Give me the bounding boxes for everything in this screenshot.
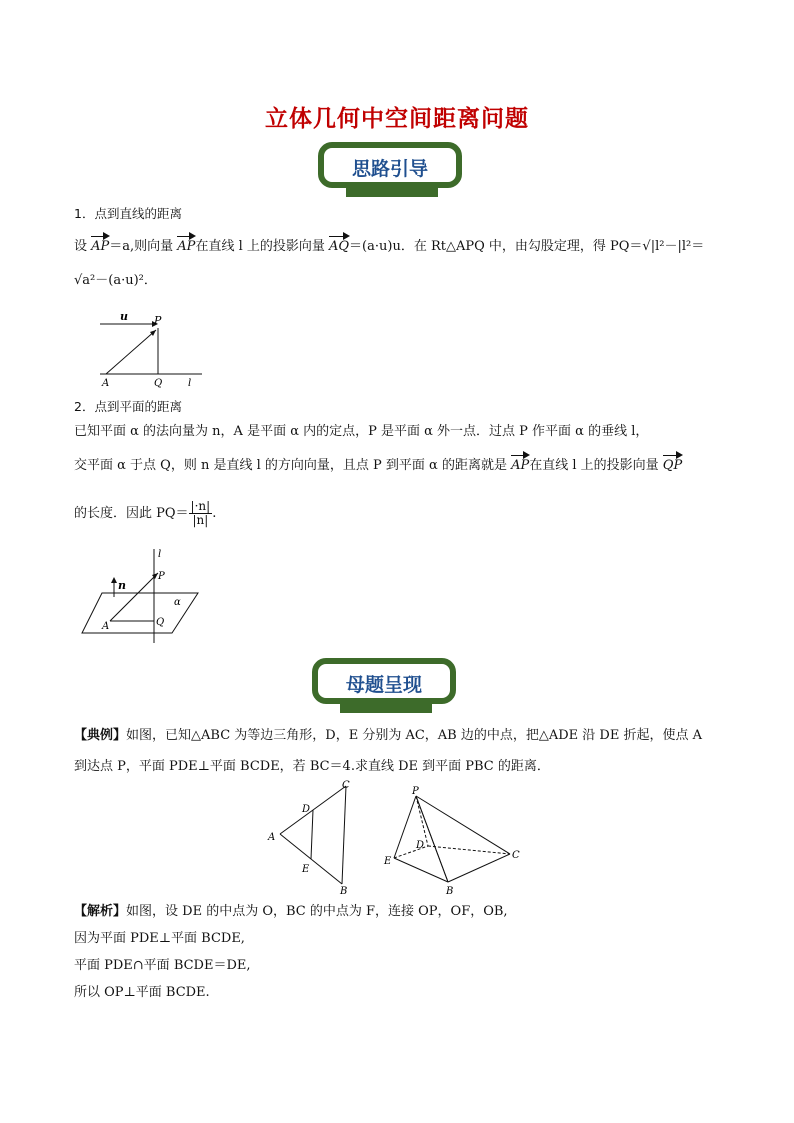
- section-1-formula: √a²－(a·u)²．: [74, 273, 157, 288]
- label-E: E: [302, 864, 310, 875]
- text-run: 交平面 α 于点 Q，则 n 是直线 l 的方向向量，且点 P 到平面 α 的距离就是: [74, 458, 512, 473]
- figure-point-plane: [80, 545, 200, 645]
- example-label: 【典例】: [74, 728, 127, 743]
- label-A: A: [102, 378, 110, 389]
- vector-AP: AP: [91, 237, 109, 257]
- figure-pyramid-pbcde: [380, 784, 530, 896]
- fraction-numerator: |·n|: [190, 499, 211, 513]
- label-Q: Q: [154, 378, 163, 389]
- text-run: .: [212, 506, 217, 521]
- badge-problem-label: 母题呈现: [345, 674, 422, 696]
- fraction-denominator: |n|: [192, 513, 209, 527]
- label-B: B: [340, 886, 348, 896]
- vector-AQ: AQ: [329, 237, 349, 257]
- label-P: P: [412, 786, 419, 797]
- label-C: C: [512, 850, 520, 861]
- text-run: ＝(a·u)u．在 Rt△APQ 中，由勾股定理，得 PQ＝√|l²－|l²＝: [349, 239, 705, 254]
- vector-AP: AP: [511, 456, 529, 476]
- text-run: 在直线 l 上的投影向量: [529, 458, 663, 473]
- label-A: A: [102, 621, 110, 632]
- section-badge-problem: [312, 658, 462, 718]
- solution-line-4: 所以 OP⊥平面 BCDE.: [74, 985, 210, 1000]
- section-2-heading: 2．点到平面的距离: [74, 399, 182, 414]
- vector-AP: AP: [177, 237, 195, 257]
- label-D: D: [302, 804, 311, 815]
- section-1-paragraph: [74, 237, 704, 257]
- vector-QP: QP: [663, 456, 682, 476]
- text-run: 如图，已知△ABC 为等边三角形，D，E 分别为 AC，AB 边的中点，把△ADE 沿 DE 折起，使点 A: [126, 728, 702, 743]
- label-alpha: α: [174, 597, 181, 608]
- page-title: 立体几何中空间距离问题: [265, 106, 529, 132]
- label-l: l: [158, 549, 162, 560]
- label-u: u: [120, 310, 128, 323]
- example-line-2: 到达点 P，平面 PDE⊥平面 BCDE，若 BC＝4.求直线 DE 到平面 PBC 的距离．: [74, 759, 550, 774]
- figure-triangle-abc: [262, 776, 362, 896]
- label-n: n: [118, 579, 126, 592]
- text-run: ＝a,则向量: [109, 239, 178, 254]
- distance-fraction: [189, 500, 213, 527]
- badge-guide-label: 思路引导: [351, 158, 428, 180]
- section-badge-guide: [318, 142, 468, 202]
- text-run: 的长度．因此 PQ＝: [74, 506, 189, 521]
- label-l: l: [188, 378, 192, 389]
- solution-line-1: [74, 902, 508, 922]
- solution-line-3: 平面 PDE∩平面 BCDE＝DE,: [74, 958, 251, 973]
- text-run: 在直线 l 上的投影向量: [195, 239, 329, 254]
- section-2-line-1: 已知平面 α 的法向量为 n，A 是平面 α 内的定点，P 是平面 α 外一点．过点 P 作平面 α 的垂线 l，: [74, 424, 649, 439]
- label-Q: Q: [156, 617, 165, 628]
- section-2-line-3: [74, 500, 216, 527]
- label-P: P: [154, 314, 162, 327]
- label-P: P: [158, 571, 165, 582]
- text-run: 设: [74, 239, 92, 254]
- solution-label: 【解析】: [74, 904, 127, 919]
- figure-point-line: [92, 310, 212, 390]
- label-E: E: [384, 856, 392, 867]
- example-line-1: [74, 726, 702, 746]
- label-A: A: [268, 832, 276, 843]
- section-2-line-2: [74, 456, 682, 476]
- section-1-heading: 1．点到直线的距离: [74, 206, 182, 221]
- text-run: 如图，设 DE 的中点为 O，BC 的中点为 F，连接 OP，OF，OB,: [126, 904, 508, 919]
- label-B: B: [446, 886, 454, 896]
- label-D: D: [416, 840, 425, 851]
- solution-line-2: 因为平面 PDE⊥平面 BCDE,: [74, 931, 245, 946]
- label-C: C: [342, 780, 350, 791]
